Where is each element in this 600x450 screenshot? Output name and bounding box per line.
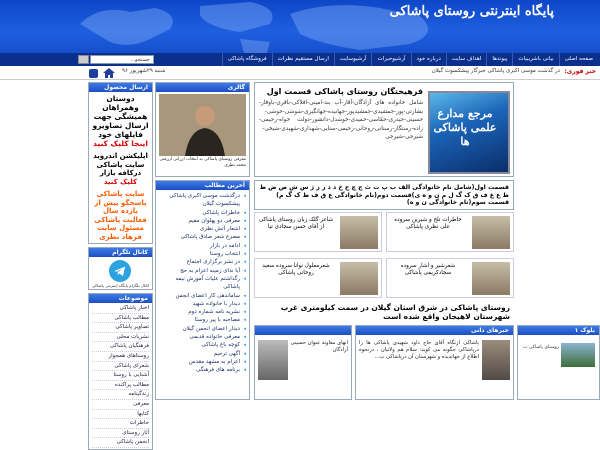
topics-box [88,293,153,450]
android-promo[interactable] [89,150,152,188]
mid-photo[interactable] [258,340,288,380]
recent-item[interactable]: ◂ معرفی دو پهلوان مقیم [159,217,246,225]
book-cover-title: مرجع مدارع علمی پاشاکی ها [433,107,497,148]
recent-item[interactable]: ◂ انتخاب روستا [159,250,246,258]
topic-item[interactable]: نشریات محلی [92,333,149,343]
topic-item[interactable]: اخبار پاشاکی [92,304,149,314]
poem-photo [472,262,510,295]
mid-head [255,326,351,335]
poem-card[interactable] [386,212,514,252]
recent-item[interactable]: ◂ درگذشت موسی اکبری پاشاکی پیشکسوت گیلان [159,192,246,209]
gallery-head: گالری [156,83,249,92]
breaking-text[interactable]: در گذشت موسی اکبری پاشاکی خبرگار پیشکسوت گیلان [431,68,560,74]
mid-news-box [254,325,352,400]
telegram-head: کانال تلگرام [89,248,152,257]
recent-item[interactable]: ◂ دیدار اعضای انجمن گیلان [159,325,246,333]
topic-item[interactable]: فرهنگیان پاشاکی [92,342,149,352]
portrait-image [159,94,246,156]
topics-list [89,303,152,449]
topic-item[interactable]: تصاویر پاشاکی [92,323,149,333]
feature-body: شامل خانواده های آزادگان-آقار-آب بند-امینی-افلاکی-باقری-باوقار-بشارتی-پور-جمشیدی-جمشیدپور-جهانیده-جهانگیری-شوشی-خوشی-حسینی-حیدری-حمّاسی-حمیدی-خوشدل-دانشور-دولت خواه-رحیمی-زاده-رستگار-رسنانی-روحانی-رحیمی-سنایی-شهداری-شهیدی-شیخی-شیرجی-شیرجی [259,100,423,141]
recent-item[interactable]: ◂ نشریه نامه شماره دوم [159,308,246,316]
recent-item[interactable]: ◂ رگذاشتم علیات آموزش نیمه پاشاکی [159,275,246,292]
topic-item[interactable]: خاطرات [92,419,149,429]
poem-photo [472,216,510,249]
date-label: شنبه ۲۹شهریور ۹۶ [122,68,166,74]
upload-click[interactable]: کلیک کنید [93,139,129,148]
poem-card[interactable] [254,212,382,252]
photo-box [517,325,600,400]
nav-news-archive[interactable]: آرشیوخبرات [371,53,410,66]
recent-item[interactable]: ◂ اشعار آتش نظری [159,225,246,233]
feature-article-2 [254,180,514,210]
nav-about[interactable]: درباره خود [411,53,446,66]
upload-promo-text: دوستان وهمراهان همیشگی جهت ارسال تصاویرو فایلهای خود [92,94,149,139]
gallery-caption: معرفی روستای پاشاکی به انتخاب ارزانی ارزمتی محمد نظری [159,157,246,168]
telegram-box[interactable] [88,247,153,290]
left-sidebar [88,82,153,446]
news-box [355,325,514,400]
recent-item[interactable]: ◂ دیدار با خانواده شهید [159,300,246,308]
nav-home[interactable]: صفحه اصلی [559,53,598,66]
gallery-box [155,82,250,177]
topic-item[interactable]: کتابها [92,410,149,420]
recent-item[interactable]: ◂ آگهی ترحیم [159,350,246,358]
topic-item[interactable]: انجمن پاشاکی [92,438,149,448]
photo-caption[interactable]: روستای پاشاکی ب [523,345,559,350]
gallery-photo[interactable] [159,94,246,156]
photo-head: بلوک ۱ [518,326,599,335]
topic-item[interactable]: مطالب پاشاکی [92,314,149,324]
topic-item[interactable]: آثار روستای [92,429,149,439]
poem-title[interactable]: شعرشیر و اشار سروده سجادکریمی پاشاکی [400,263,456,277]
description-text: روستای پاشاکی در شرق استان گیلان در سمت کیلومتری غرب شهرستان لاهیجان واقع شده است [280,303,510,321]
recent-item[interactable]: ◂ در نشر برگزاری اجتماع [159,258,246,266]
search-input[interactable]: جستجو... [90,55,154,64]
feature2-text[interactable]: قسمت اول(شامل نام خانوادگی الف ب پ ت ث ج چ ح خ د ذ ر ز ژ س ش ص ض ط ظ ع غ ف ق ک گ ل م ن و ه ی)قسمت دوم(نام خانوادگی ع ق ف ط ک گ م) قسمت سوم(نام خانوادگی ن و ه) [259,184,509,207]
nav-item-2[interactable]: بیانی باشریبیات [512,53,558,66]
book-cover-image[interactable] [428,91,510,174]
rss-icon[interactable] [89,69,98,78]
feature-article [254,82,514,177]
recent-item[interactable]: ◂ کوچه باغ پاشاکی [159,341,246,349]
poem-card[interactable] [386,258,514,298]
breaking-label: خبر فوری: [564,68,596,75]
topic-item[interactable]: شعرای پاشاکی [92,362,149,372]
poem-title[interactable]: شعرمعلول نوانا سروده سعید روحانی پاشاکی [262,263,330,277]
recent-list [156,190,249,377]
recent-item[interactable]: ◂ برنامه های فرهنگی [159,366,246,374]
news-photo[interactable] [482,340,510,380]
topic-item[interactable]: زندگینامه [92,390,149,400]
anniversary-promo: سایت پاشاکی پاسخگو بیش از یازده سال فعالیت پاشاکی مسئول سایت فرهاد نظری [94,190,147,241]
recent-item[interactable]: ◂ مصرع شعر صادق پاشاکی [159,233,246,241]
nav-site-archive[interactable]: آرشیوسایت [334,53,372,66]
android-promo-text: اپلیکشن اندروید سایت پاشاکی درکافه بازار [93,152,148,177]
upload-link[interactable]: اینجا [131,139,148,148]
photo-thumbnail[interactable] [561,343,595,367]
nav-goals[interactable]: اهداف سایت [446,53,487,66]
topic-item[interactable]: مطالب پراکنده [92,381,149,391]
topic-item[interactable]: آشنایی با روستا [92,371,149,381]
recent-posts-box [155,180,250,400]
feature-title[interactable]: فرهیختگان روستای پاشاکی قسمت اول [266,87,423,96]
news-text[interactable]: پاشاکی ازنگاه آقای حاج داود شهیدی پاشاکی ها را درپاشاکی جگونه می کوید: سلام هم ولاتیان ، درنحوه اطلاع از جهاندیده و شهرستان آن درپاشاکی ب... [359,340,479,360]
poem-title[interactable]: شاعر گلک زبان روستای پاشاکی از آقای حسن سجادی تیا [258,217,334,231]
upload-promo[interactable] [89,92,152,150]
poem-title[interactable]: خاطرات تلخ و شیرین سروده علی نظری پاشاکی [394,217,462,231]
recent-item[interactable]: ◂ مصاحبه با پیر روستا [159,316,246,324]
telegram-icon[interactable] [109,260,131,282]
search-button[interactable] [78,55,89,64]
site-title: پایگاه اینترنتی روستای پاشاکی [389,4,554,19]
android-click[interactable]: کلیک کنید [103,177,138,186]
recent-head: آخرین مطالب [156,181,249,190]
topic-item[interactable]: روستاهای همجوار [92,352,149,362]
breaking-news-bar [0,66,600,80]
recent-item[interactable]: ◂ معرفی خانواده قدیمی [159,333,246,341]
topics-head: موضوعات [89,294,152,303]
recent-item[interactable]: ◂ خاطرات پاشاکی [159,209,246,217]
topic-item[interactable]: معرفی [92,400,149,410]
poem-photo [340,262,378,295]
promo-head: ارسال محصول [89,83,152,92]
poem-photo [340,216,378,249]
news-head: خبرهای دانی [356,326,513,335]
poem-card[interactable] [254,258,382,298]
promo-box [88,82,153,244]
nav-links[interactable]: پیوندها [486,53,512,66]
recent-item[interactable]: ◂ ادامه در بازار [159,242,246,250]
site-header [0,0,600,53]
nav-feedback[interactable]: ارسال مستقیم نظرات [272,53,334,66]
recent-item[interactable]: ◂ اعزام به مشهد مقدس [159,358,246,366]
recent-item[interactable]: ◂ ساماندهی کار اعضای انجمن [159,292,246,300]
telegram-caption: کانال تلگرام پایگاه اینترنتی پاشاکی [91,283,150,288]
home-icon[interactable] [103,68,115,78]
nav-shop[interactable]: فروشگاه پاشاکی [222,53,272,66]
mid-text[interactable]: انهای معاونه عنوان حسینی آزادگان [290,340,348,353]
recent-item[interactable]: ◂ آیا ندای زمینه اعزام به حج [159,267,246,275]
